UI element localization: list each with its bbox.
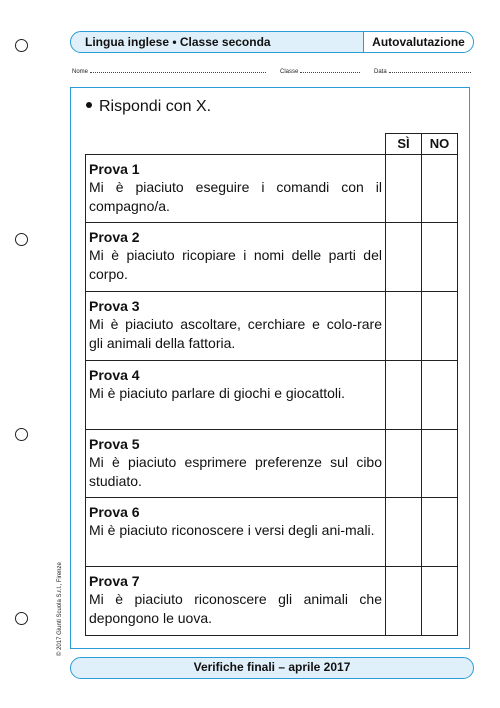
table-row xyxy=(86,498,458,567)
name-field[interactable] xyxy=(72,66,266,75)
answer-box-no[interactable] xyxy=(422,155,458,223)
answer-box-yes[interactable] xyxy=(386,292,422,361)
bullet-icon xyxy=(86,102,92,108)
prova-title: Prova 5 xyxy=(89,436,140,452)
prova-title: Prova 6 xyxy=(89,504,140,520)
prova-title: Prova 7 xyxy=(89,573,140,589)
header-banner xyxy=(70,31,474,53)
date-line[interactable] xyxy=(389,66,471,73)
table-row xyxy=(86,567,458,636)
instruction xyxy=(86,98,211,116)
column-header-yes: SÌ xyxy=(386,134,422,155)
answer-box-yes[interactable] xyxy=(386,567,422,636)
class-line[interactable] xyxy=(300,66,360,73)
footer-banner xyxy=(70,657,474,679)
header-blank-cell xyxy=(86,134,386,155)
prova-cell xyxy=(86,430,386,498)
prova-cell xyxy=(86,498,386,567)
answer-box-yes[interactable] xyxy=(386,498,422,567)
table-row xyxy=(86,292,458,361)
binder-hole xyxy=(15,233,28,246)
answer-box-no[interactable] xyxy=(422,292,458,361)
student-fields xyxy=(72,66,474,78)
name-label: Nome xyxy=(72,69,89,75)
answer-box-no[interactable] xyxy=(422,223,458,292)
prova-title: Prova 2 xyxy=(89,229,140,245)
table-row xyxy=(86,430,458,498)
prova-cell xyxy=(86,361,386,430)
prova-title: Prova 4 xyxy=(89,367,140,383)
header-section: Autovalutazione xyxy=(372,35,465,49)
prova-text: Mi è piaciuto riconoscere gli animali che depongono le uova. xyxy=(89,591,382,626)
prova-cell xyxy=(86,567,386,636)
self-assessment-table xyxy=(85,133,458,636)
prova-text: Mi è piaciuto ricopiare i nomi delle parti del corpo. xyxy=(89,247,382,282)
binder-hole xyxy=(15,39,28,52)
date-field[interactable] xyxy=(374,66,471,75)
prova-text: Mi è piaciuto esprimere preferenze sul cibo studiato. xyxy=(89,454,382,489)
answer-box-no[interactable] xyxy=(422,567,458,636)
footer-text: Verifiche finali – aprile 2017 xyxy=(193,660,351,674)
header-section-box xyxy=(363,32,473,52)
class-label: Classe xyxy=(280,69,299,75)
table-row xyxy=(86,361,458,430)
table-header-row xyxy=(86,134,458,155)
answer-box-yes[interactable] xyxy=(386,155,422,223)
binder-hole xyxy=(15,428,28,441)
prova-title: Prova 1 xyxy=(89,161,140,177)
copyright-note: © 2017 Giunti Scuola S.r.l., Firenze xyxy=(57,562,63,656)
table-row xyxy=(86,223,458,292)
header-subject: Lingua inglese • Classe seconda xyxy=(85,35,271,49)
table-row xyxy=(86,155,458,223)
prova-cell xyxy=(86,155,386,223)
answer-box-no[interactable] xyxy=(422,498,458,567)
prova-text: Mi è piaciuto eseguire i comandi con il compagno/a. xyxy=(89,179,382,214)
binder-hole xyxy=(15,612,28,625)
prova-title: Prova 3 xyxy=(89,298,140,314)
instruction-text: Rispondi con X. xyxy=(99,98,212,115)
prova-cell xyxy=(86,223,386,292)
class-field[interactable] xyxy=(280,66,360,75)
answer-box-yes[interactable] xyxy=(386,361,422,430)
prova-text: Mi è piaciuto ascoltare, cerchiare e colo-rare gli animali della fattoria. xyxy=(89,316,382,351)
column-header-no: NO xyxy=(422,134,458,155)
answer-box-yes[interactable] xyxy=(386,223,422,292)
answer-box-no[interactable] xyxy=(422,430,458,498)
answer-box-no[interactable] xyxy=(422,361,458,430)
prova-cell xyxy=(86,292,386,361)
prova-text: Mi è piaciuto riconoscere i versi degli ani-mali. xyxy=(89,522,375,538)
name-line[interactable] xyxy=(90,66,266,73)
date-label: Data xyxy=(374,69,387,75)
prova-text: Mi è piaciuto parlare di giochi e giocattoli. xyxy=(89,385,346,401)
answer-box-yes[interactable] xyxy=(386,430,422,498)
